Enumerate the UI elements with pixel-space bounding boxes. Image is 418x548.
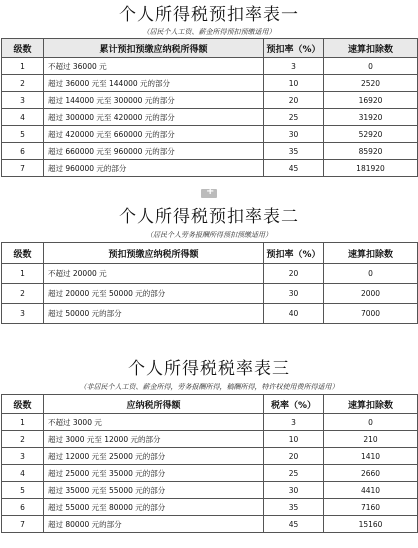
header-level: 级数 — [2, 395, 44, 414]
header-income-range: 累计预扣预缴应纳税所得额 — [44, 39, 264, 58]
table-row — [2, 284, 418, 304]
table-row — [2, 143, 418, 160]
table-row — [2, 516, 418, 533]
cell-rate: 10 — [264, 431, 324, 448]
cell-rate: 40 — [264, 304, 324, 324]
table-row — [2, 482, 418, 499]
table3-subtitle: （非居民个人工资、薪金所得，劳务报酬所得，稿酬所得，特许权使用费所得适用） — [79, 383, 339, 391]
cell-rate: 35 — [264, 143, 324, 160]
cell-level: 5 — [2, 126, 44, 143]
header-deduction: 速算扣除数 — [324, 39, 418, 58]
cell-deduction: 181920 — [324, 160, 418, 177]
cell-deduction: 31920 — [324, 109, 418, 126]
cell-level: 2 — [2, 284, 44, 304]
cell-range: 超过 3000 元至 12000 元的部分 — [44, 431, 264, 448]
cell-deduction: 7000 — [324, 304, 418, 324]
table-row — [2, 75, 418, 92]
cell-level: 3 — [2, 92, 44, 109]
cell-rate: 10 — [264, 75, 324, 92]
cell-range: 不超过 36000 元 — [44, 58, 264, 75]
cell-level: 7 — [2, 160, 44, 177]
header-rate: 税率（%） — [264, 395, 324, 414]
cell-range: 超过 960000 元的部分 — [44, 160, 264, 177]
cell-deduction: 210 — [324, 431, 418, 448]
cell-rate: 45 — [264, 516, 324, 533]
table-row — [2, 109, 418, 126]
table-row — [2, 465, 418, 482]
table2-section — [0, 206, 418, 324]
table-row — [2, 264, 418, 284]
cell-deduction: 52920 — [324, 126, 418, 143]
table1-subtitle: （居民个人工资、薪金所得预扣预缴适用） — [142, 28, 276, 36]
cell-range: 超过 660000 元至 960000 元的部分 — [44, 143, 264, 160]
cell-level: 1 — [2, 414, 44, 431]
cell-rate: 30 — [264, 126, 324, 143]
cell-level: 4 — [2, 465, 44, 482]
table-header-row — [2, 243, 418, 264]
cell-range: 超过 80000 元的部分 — [44, 516, 264, 533]
cell-range: 超过 55000 元至 80000 元的部分 — [44, 499, 264, 516]
header-rate: 预扣率（%） — [264, 243, 324, 264]
cell-level: 7 — [2, 516, 44, 533]
cell-level: 2 — [2, 431, 44, 448]
cell-range: 超过 300000 元至 420000 元的部分 — [44, 109, 264, 126]
table-row — [2, 92, 418, 109]
header-level: 级数 — [2, 243, 44, 264]
cell-range: 超过 35000 元至 55000 元的部分 — [44, 482, 264, 499]
cell-level: 1 — [2, 58, 44, 75]
table-row — [2, 160, 418, 177]
cell-level: 3 — [2, 448, 44, 465]
cell-range: 不超过 20000 元 — [44, 264, 264, 284]
cell-rate: 3 — [264, 414, 324, 431]
header-deduction: 速算扣除数 — [324, 243, 418, 264]
header-level: 级数 — [2, 39, 44, 58]
cell-deduction: 2000 — [324, 284, 418, 304]
table-row — [2, 448, 418, 465]
cell-rate: 30 — [264, 482, 324, 499]
table2-title: 个人所得税预扣率表二 — [119, 207, 299, 227]
table-row — [2, 58, 418, 75]
cell-deduction: 7160 — [324, 499, 418, 516]
table3 — [1, 394, 418, 533]
table-row — [2, 126, 418, 143]
cell-range: 超过 25000 元至 35000 元的部分 — [44, 465, 264, 482]
cell-deduction: 0 — [324, 264, 418, 284]
cell-deduction: 15160 — [324, 516, 418, 533]
cell-deduction: 0 — [324, 58, 418, 75]
table2-subtitle: （居民个人劳务报酬所得预扣预缴适用） — [146, 231, 272, 239]
header-income-range: 应纳税所得额 — [44, 395, 264, 414]
cell-rate: 3 — [264, 58, 324, 75]
cell-rate: 45 — [264, 160, 324, 177]
cell-level: 2 — [2, 75, 44, 92]
cell-rate: 20 — [264, 92, 324, 109]
table1 — [1, 38, 418, 177]
cell-deduction: 4410 — [324, 482, 418, 499]
cell-rate: 35 — [264, 499, 324, 516]
table2 — [1, 242, 418, 324]
cell-deduction: 2520 — [324, 75, 418, 92]
table-header-row — [2, 395, 418, 414]
table-row — [2, 414, 418, 431]
table-row — [2, 431, 418, 448]
table3-section — [0, 358, 418, 533]
cell-range: 超过 20000 元至 50000 元的部分 — [44, 284, 264, 304]
table-row — [2, 304, 418, 324]
cell-range: 超过 50000 元的部分 — [44, 304, 264, 324]
cell-rate: 20 — [264, 264, 324, 284]
cell-level: 6 — [2, 499, 44, 516]
cell-range: 超过 12000 元至 25000 元的部分 — [44, 448, 264, 465]
cell-deduction: 0 — [324, 414, 418, 431]
cell-deduction: 16920 — [324, 92, 418, 109]
cell-range: 不超过 3000 元 — [44, 414, 264, 431]
cell-level: 4 — [2, 109, 44, 126]
table-row — [2, 499, 418, 516]
cell-range: 超过 144000 元至 300000 元的部分 — [44, 92, 264, 109]
cell-rate: 25 — [264, 109, 324, 126]
header-rate: 预扣率（%） — [264, 39, 324, 58]
cell-deduction: 85920 — [324, 143, 418, 160]
table3-title: 个人所得税税率表三 — [128, 359, 290, 379]
cell-rate: 30 — [264, 284, 324, 304]
cell-range: 超过 36000 元至 144000 元的部分 — [44, 75, 264, 92]
table1-title: 个人所得税预扣率表一 — [119, 5, 299, 25]
header-deduction: 速算扣除数 — [324, 395, 418, 414]
table1-section — [0, 4, 418, 177]
table-header-row — [2, 39, 418, 58]
cell-rate: 20 — [264, 448, 324, 465]
plus-icon[interactable] — [201, 189, 217, 198]
cell-level: 1 — [2, 264, 44, 284]
cell-level: 6 — [2, 143, 44, 160]
cell-rate: 25 — [264, 465, 324, 482]
cell-deduction: 2660 — [324, 465, 418, 482]
cell-range: 超过 420000 元至 660000 元的部分 — [44, 126, 264, 143]
cell-level: 5 — [2, 482, 44, 499]
cell-deduction: 1410 — [324, 448, 418, 465]
cell-level: 3 — [2, 304, 44, 324]
header-income-range: 预扣预缴应纳税所得额 — [44, 243, 264, 264]
